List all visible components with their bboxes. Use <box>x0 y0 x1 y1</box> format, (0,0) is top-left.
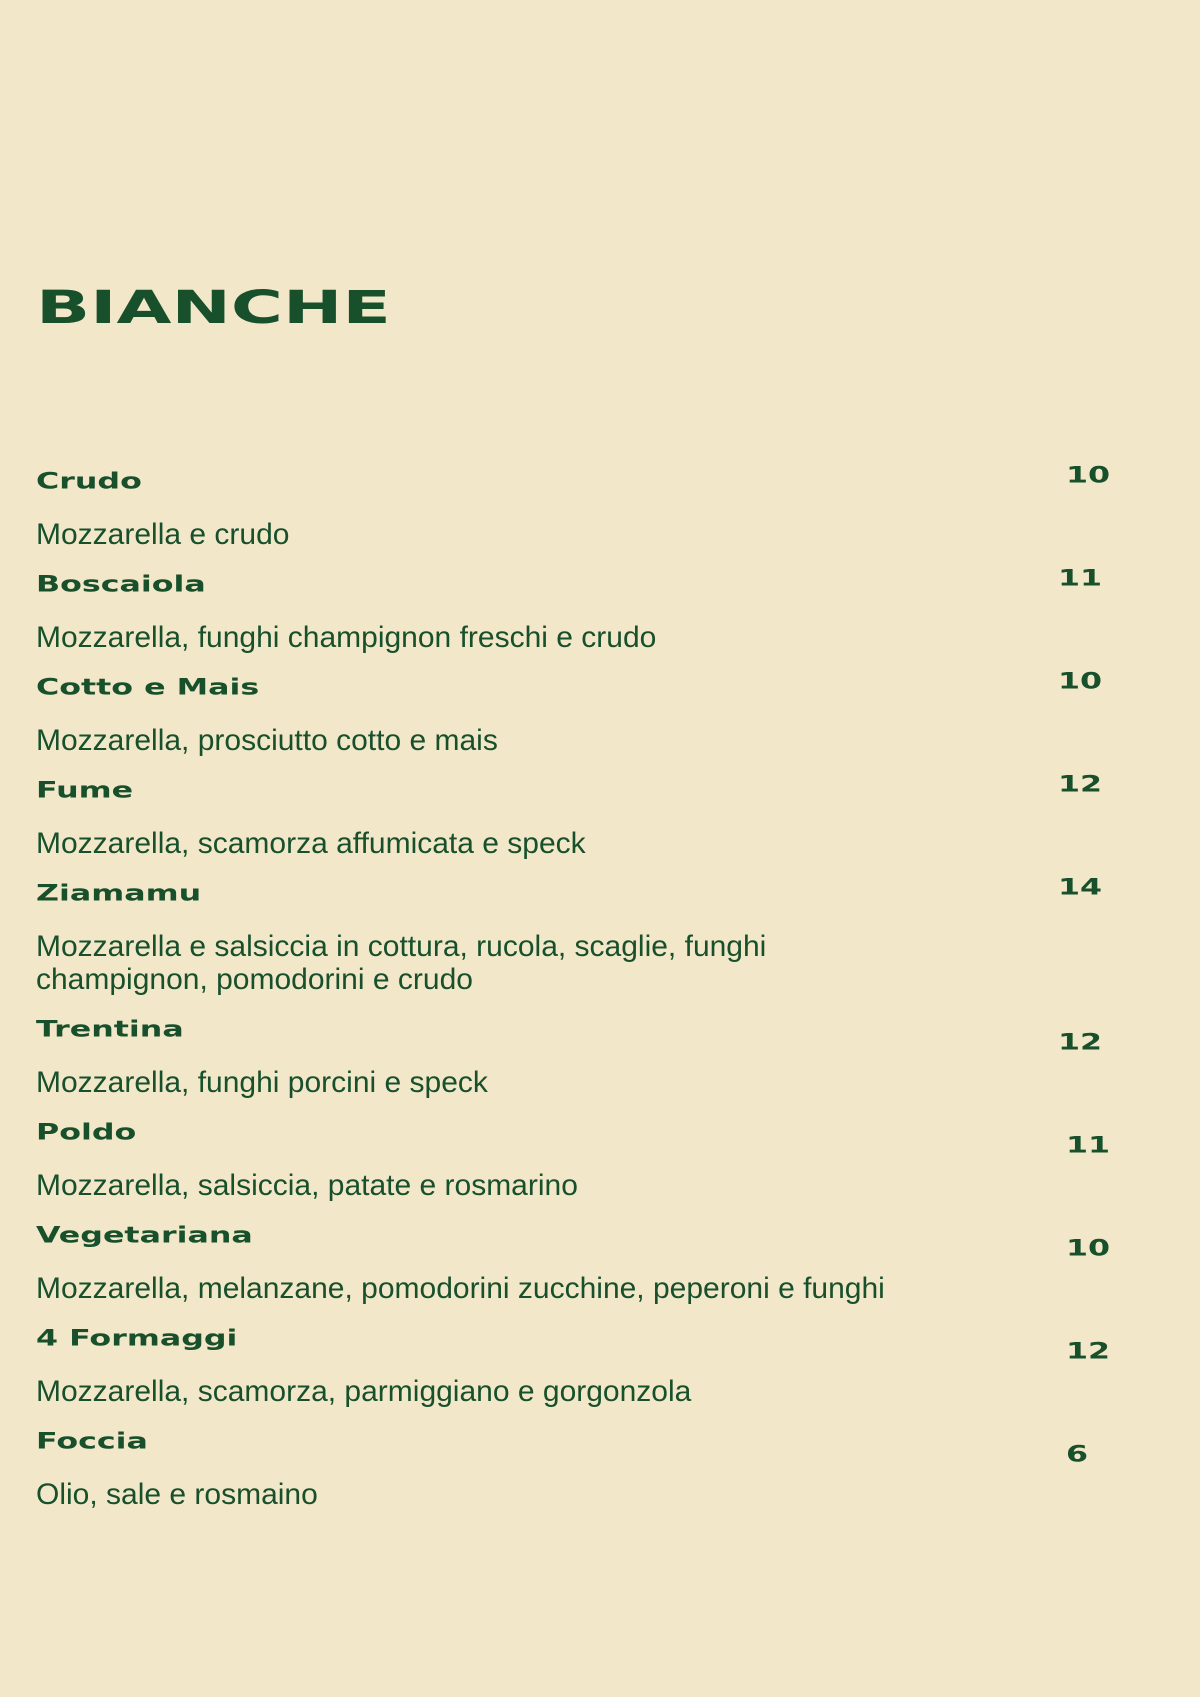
menu-item-description: Mozzarella e crudo <box>36 518 290 551</box>
menu-item-name: Trentina <box>36 1016 184 1042</box>
menu-item-description: Mozzarella, melanzane, pomodorini zucchine, peperoni e funghi <box>36 1272 885 1305</box>
menu-item-description: Mozzarella, funghi porcini e speck <box>36 1066 488 1099</box>
menu-item-description: Mozzarella, funghi champignon freschi e crudo <box>36 621 657 654</box>
menu-item-price: 10 <box>1066 462 1111 488</box>
menu-item-name: Fume <box>36 777 134 803</box>
menu-item-price: 10 <box>1058 668 1103 694</box>
menu-item-name: 4 Formaggi <box>36 1325 238 1351</box>
menu-item-name: Cotto e Mais <box>36 674 260 700</box>
menu-item-price: 12 <box>1058 771 1103 797</box>
section-title: BIANCHE <box>36 281 391 334</box>
menu-item-name: Crudo <box>36 468 142 494</box>
menu-item-price: 12 <box>1066 1338 1111 1364</box>
menu-item-description: Mozzarella e salsiccia in cottura, rucola, scaglie, funghi champignon, pomodorini e crudo <box>36 930 767 996</box>
menu-item-description: Mozzarella, prosciutto cotto e mais <box>36 724 498 757</box>
menu-item-name: Poldo <box>36 1119 137 1145</box>
menu-item-price: 14 <box>1058 874 1103 900</box>
menu-item-price: 11 <box>1066 1132 1111 1158</box>
menu-item-name: Ziamamu <box>36 880 202 906</box>
menu-item-name: Boscaiola <box>36 571 206 597</box>
menu-item-price: 6 <box>1066 1441 1089 1467</box>
menu-item-description: Mozzarella, scamorza affumicata e speck <box>36 827 586 860</box>
menu-item-price: 12 <box>1058 1029 1103 1055</box>
menu-item-price: 10 <box>1066 1235 1111 1261</box>
menu-item-description: Mozzarella, salsiccia, patate e rosmarino <box>36 1169 578 1202</box>
menu-item-description: Olio, sale e rosmaino <box>36 1478 318 1511</box>
menu-item-name: Foccia <box>36 1428 148 1454</box>
menu-item-name: Vegetariana <box>36 1222 253 1248</box>
menu-item-price: 11 <box>1058 565 1103 591</box>
menu-item-description: Mozzarella, scamorza, parmiggiano e gorgonzola <box>36 1375 692 1408</box>
